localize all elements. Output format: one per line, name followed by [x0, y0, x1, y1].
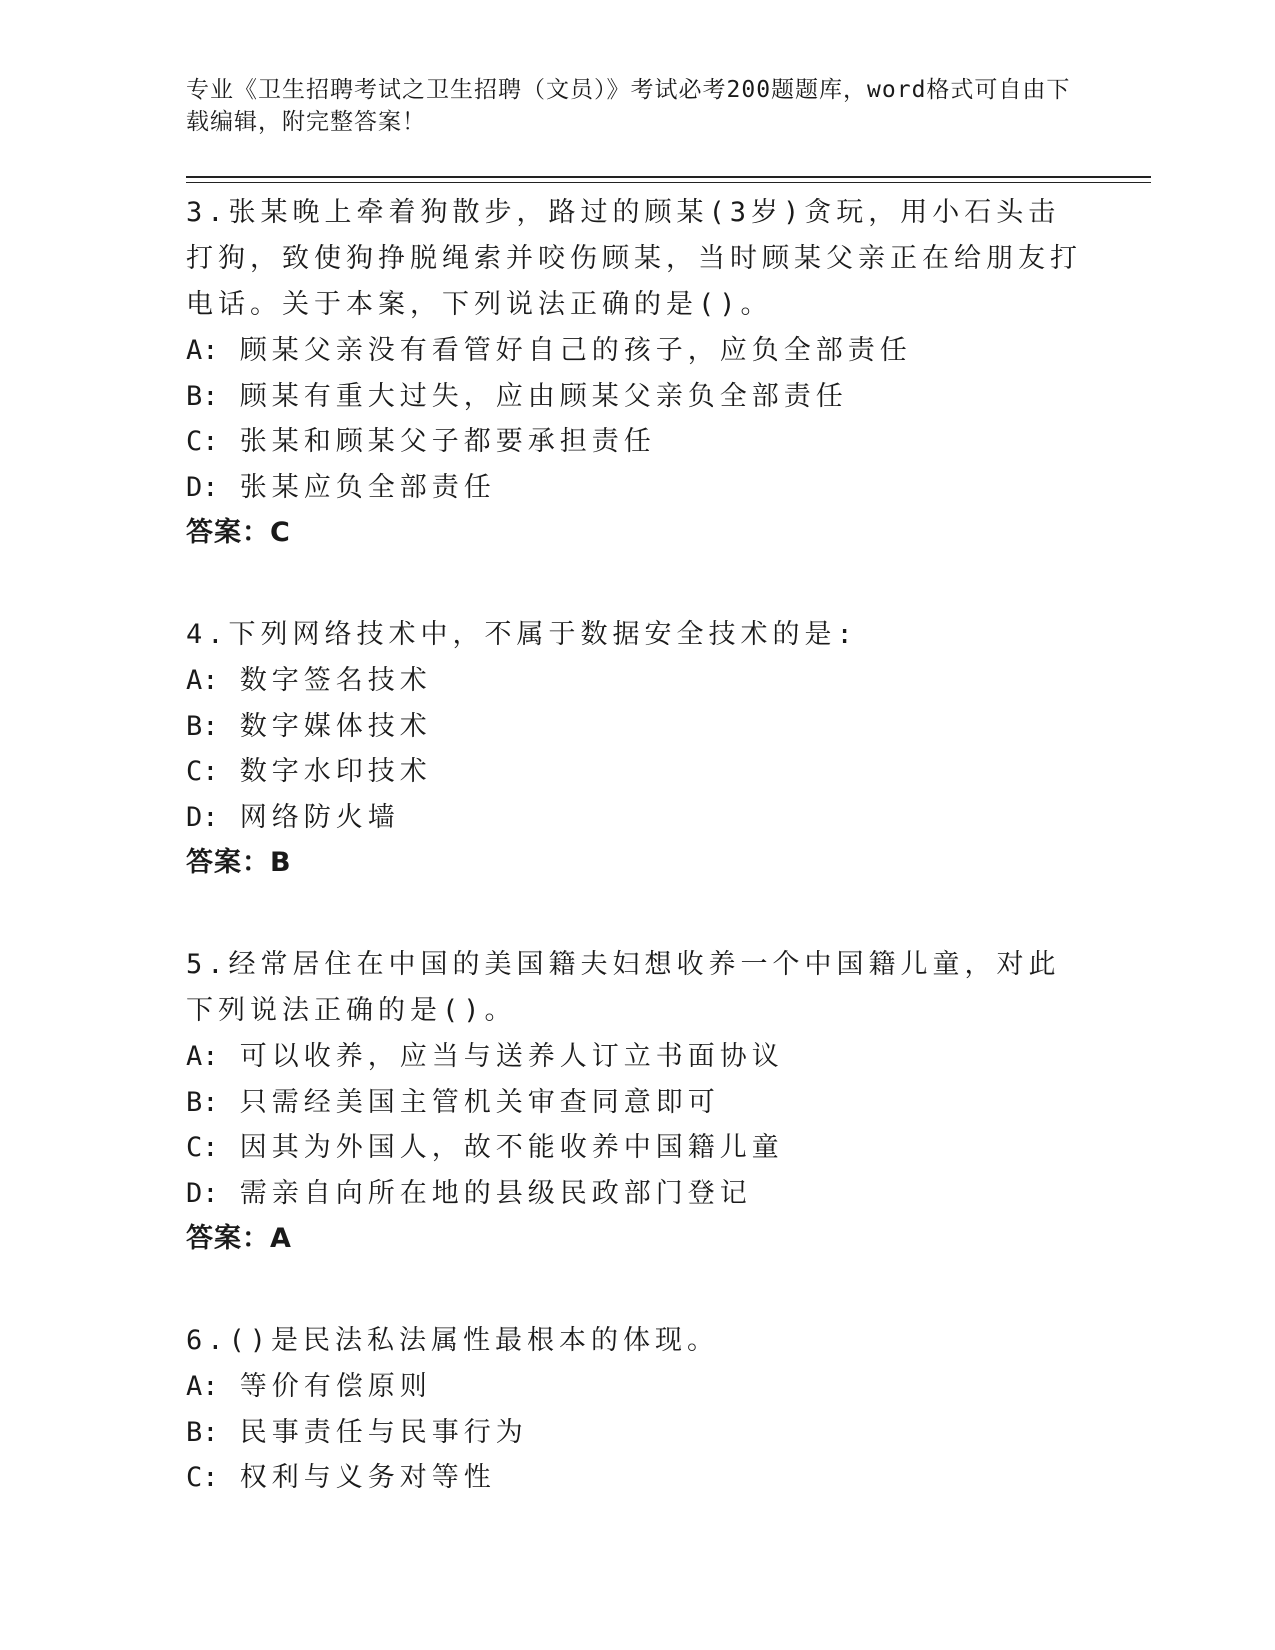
option-letter: A: [186, 665, 219, 696]
option-letter: C: [186, 1462, 219, 1493]
option-a [186, 658, 1086, 704]
option-letter: B: [186, 1416, 219, 1448]
option-b [186, 1080, 1086, 1126]
option-b [186, 704, 1086, 750]
option-d [186, 465, 1086, 511]
answer-line: 答案：C [186, 517, 291, 548]
question-4 [186, 612, 1086, 886]
option-letter: C: [186, 426, 219, 457]
option-a [186, 1034, 1086, 1080]
option-text: 等价有偿原则 [239, 1371, 432, 1402]
header-rule-thick [186, 176, 1151, 178]
question-stem: 3.张某晚上牵着狗散步，路过的顾某(3岁)贪玩，用小石头击打狗，致使狗挣脱绳索并咬伤顾某，当时顾某父亲正在给朋友打电话。关于本案，下列说法正确的是()。 [186, 197, 1082, 320]
option-d [186, 795, 1086, 841]
option-text: 可以收养，应当与送养人订立书面协议 [239, 1041, 784, 1072]
option-text: 民事责任与民事行为 [239, 1416, 528, 1448]
option-text: 只需经美国主管机关审查同意即可 [239, 1086, 720, 1118]
option-c [186, 419, 1086, 465]
answer-line: 答案：A [186, 1223, 292, 1254]
option-a [186, 1364, 1086, 1410]
option-text: 数字水印技术 [239, 756, 432, 787]
option-text: 因其为外国人，故不能收养中国籍儿童 [239, 1132, 784, 1163]
question-3 [186, 190, 1086, 556]
question-list [186, 190, 1086, 1557]
option-b [186, 374, 1086, 420]
option-letter: A: [186, 1041, 219, 1072]
option-letter: D: [186, 471, 219, 503]
option-text: 顾某父亲没有看管好自己的孩子，应负全部责任 [239, 335, 912, 366]
document-header [186, 74, 1076, 138]
option-text: 张某应负全部责任 [239, 471, 496, 503]
option-c [186, 749, 1086, 795]
answer-line: 答案：B [186, 847, 292, 878]
option-letter: B: [186, 710, 219, 742]
option-d [186, 1171, 1086, 1217]
option-letter: B: [186, 380, 219, 412]
option-letter: B: [186, 1086, 219, 1118]
header-text: 专业《卫生招聘考试之卫生招聘（文员）》考试必考200题题库，word格式可自由下载编辑，附完整答案！ [186, 77, 1071, 135]
option-text: 需亲自向所在地的县级民政部门登记 [239, 1177, 752, 1209]
option-b [186, 1410, 1086, 1456]
option-letter: D: [186, 1177, 219, 1209]
option-text: 张某和顾某父子都要承担责任 [239, 426, 656, 457]
option-text: 数字媒体技术 [239, 710, 432, 742]
option-letter: C: [186, 1132, 219, 1163]
option-text: 网络防火墙 [239, 801, 400, 833]
question-5 [186, 942, 1086, 1262]
option-c [186, 1125, 1086, 1171]
question-stem: 4.下列网络技术中，不属于数据安全技术的是: [186, 619, 858, 650]
question-stem: 6.()是民法私法属性最根本的体现。 [186, 1325, 720, 1356]
option-text: 数字签名技术 [239, 665, 432, 696]
option-a [186, 328, 1086, 374]
option-letter: A: [186, 335, 219, 366]
option-letter: D: [186, 801, 219, 833]
header-rule-thin [186, 182, 1151, 183]
option-letter: A: [186, 1371, 219, 1402]
option-text: 顾某有重大过失，应由顾某父亲负全部责任 [239, 380, 848, 412]
question-stem: 5.经常居住在中国的美国籍夫妇想收养一个中国籍儿童，对此下列说法正确的是()。 [186, 949, 1061, 1026]
question-6 [186, 1318, 1086, 1501]
option-letter: C: [186, 756, 219, 787]
option-text: 权利与义务对等性 [239, 1462, 496, 1493]
option-c [186, 1455, 1086, 1501]
